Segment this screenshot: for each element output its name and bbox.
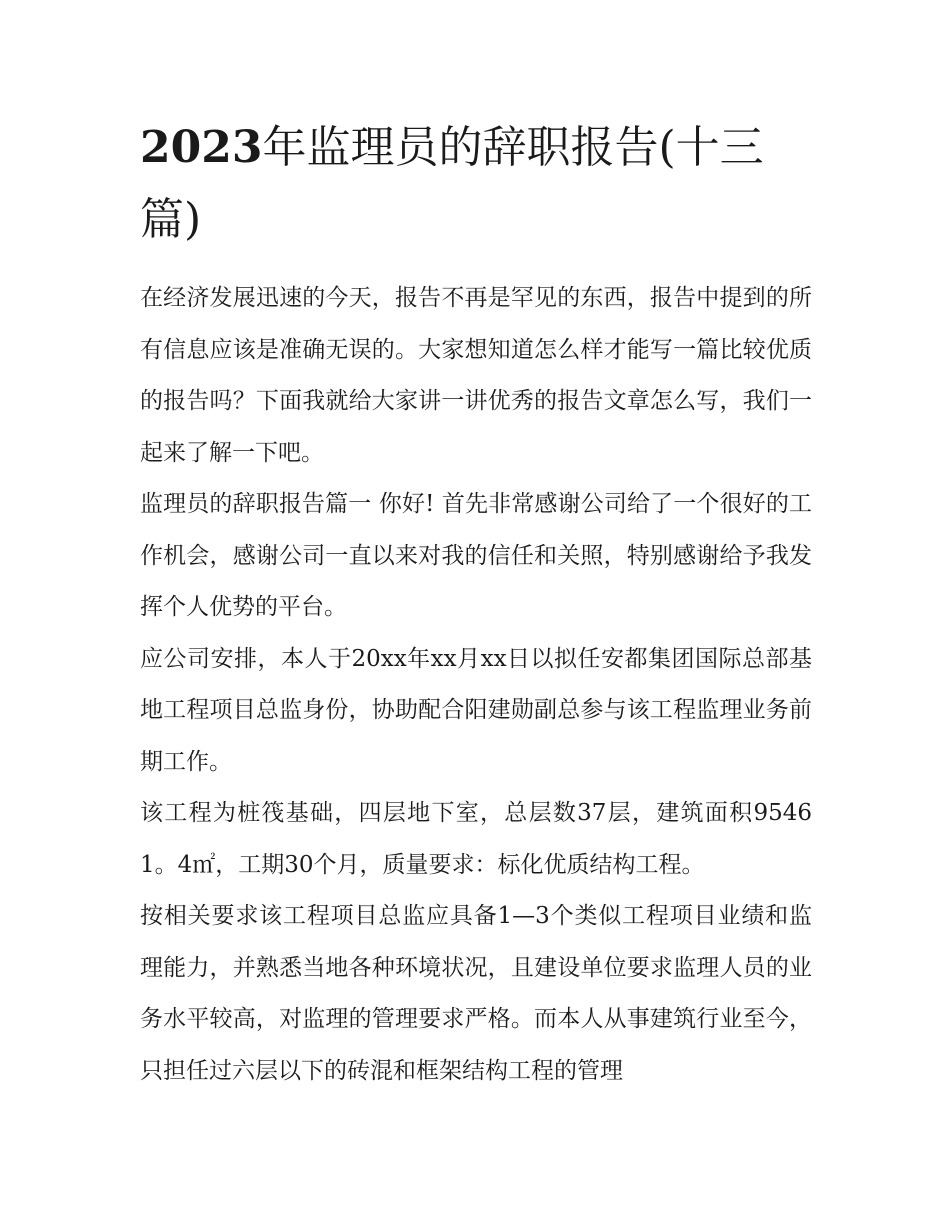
body-paragraph-1: 监理员的辞职报告篇一 你好! 首先非常感谢公司给了一个很好的工作机会，感谢公司一直以来对我的信任和关照，特别感谢给予我发挥个人优势的平台。: [140, 491, 812, 620]
title-year: 2023: [140, 122, 263, 173]
body-paragraph-4: 按相关要求该工程项目总监应具备1—3个类似工程项目业绩和监理能力，并熟悉当地各种环境状况，且建设单位要求监理人员的业务水平较高，对监理的管理要求严格。而本人从事建筑行业至今，只担任过六层以下的砖混和框架结构工程的管理: [140, 903, 812, 1084]
title-text: 年监理员的辞职报告(十三篇): [140, 122, 764, 245]
body-paragraph-2: 应公司安排，本人于20xx年xx月xx日以拟任安都集团国际总部基地工程项目总监身份，协助配合阳建勋副总参与该工程监理业务前期工作。: [140, 645, 812, 775]
document-title: [140, 112, 820, 256]
body-paragraph-3: 该工程为桩筏基础，四层地下室，总层数37层，建筑面积95461。4㎡，工期30个月，质量要求：标化优质结构工程。: [140, 800, 812, 878]
document-body: [140, 273, 812, 1097]
intro-paragraph: 在经济发展迅速的今天，报告不再是罕见的东西，报告中提到的所有信息应该是准确无误的。大家想知道怎么样才能写一篇比较优质的报告吗？下面我就给大家讲一讲优秀的报告文章怎么写，我们一起来了解一下吧。: [140, 285, 812, 466]
